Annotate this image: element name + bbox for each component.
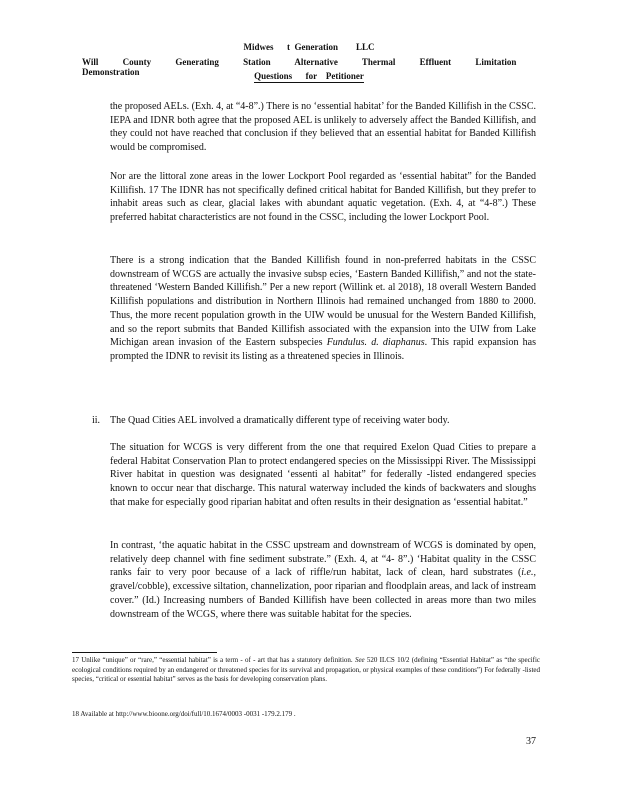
footnote-divider [72,652,217,653]
paragraph-cssc-habitat [110,539,536,621]
page-number: 37 [526,736,536,747]
footnote-text: 520 ILCS 10/2 (defining “Essential Habitat” as “the specific ecological conditions required by an endangered or threatened species for its survival and propagation, or physical examples of these conditions”) For federally -listed species, “critical or essential habitat” serves as the basis for developing conservation plans. [72,656,540,683]
list-item-text: The Quad Cities AEL involved a dramatically different type of receiving water body. [110,415,450,426]
header-title: Will County Generating Station Alternative Thermal Effluent Limitation Demonstration [82,57,517,77]
paragraph-text: . This rapid expansion has prompted the IDNR to revisit its listing as a threatened species in Illinois. [110,337,536,362]
footnote-signal: See [354,656,365,664]
footnote-17 [72,656,540,685]
species-name: Fundulus. d. diaphanus [326,337,425,349]
footnote-text: 17 Unlike “unique” or “rare,” “essential habitat” is a term - of - art that has a statutory definition. [72,656,353,664]
header-subtitle-text: Questions for Petitioner [254,71,364,81]
paragraph-text: In contrast, ‘the aquatic habitat in the CSSC upstream and downstream of WCGS is dominated by open, relatively deep channel with fine sediment substrate.” (Exh. 4, at “4- 8”.) ‘Habitat quality in the CSSC ranks fair to very poor because of a lack of riffle/run habitat, lack of clean, hard substrates ( [110,540,536,579]
paragraph-text: There is a strong indication that the Banded Killifish found in non-preferred habitats in the CSSC downstream of WCGS are actually the invasive subsp ecies, ‘Eastern Banded Killifish,” and not the state- threatened ‘Western Banded Killifish.” Per a new report (Willink et. al 2018), 18 overall Western Banded Killifish populations and distribution in Northern Illinois had remained unchanged from 1880 to 2000. Thus, the more recent population growth in the UIW would be unusual for the Western Banded Killifish, and so the report submits that Banded Killifish associated with the expansion into the UIW from Lake Michigan arean invasion of the Eastern subspecies [110,255,536,349]
header-subtitle [72,71,546,81]
list-item-number: ii. [92,415,101,426]
paragraph-text: gravel/cobble), excessive siltation, channelization, poor riparian and floodplain areas, and lack of instream cover.” (Id.) Increasing numbers of Banded Killifish have been collected in areas more than two miles downstream of the WCGS, where there was suitable habitat for the species. [110,581,536,620]
paragraph-essential-habitat: the proposed AELs. (Exh. 4, at “4-8”.) There is no ‘essential habitat’ for the Banded Killifish in the CSSC. IEPA and IDNR both agree that the proposed AEL is unlikely to adversely affect the Banded Killifish, and they could not have reached that conclusion if they believed that an essential habitat for Banded Killifish would be compromised. [110,101,536,154]
italic-abbreviation: i.e., [521,567,536,579]
paragraph-invasive-subspecies [110,254,536,364]
header-company: Midwes t Generation LLC [243,42,375,52]
footnote-18: 18 Available at http://www.bioone.org/doi/full/10.1674/0003 -0031 -179.2.179 . [72,710,296,718]
paragraph-littoral-zone: Nor are the littoral zone areas in the lower Lockport Pool regarded as ‘essential habitat” for the Banded Killifish. 17 The IDNR has not specifically defined critical habitat for Banded Killifish, but they prefer to inhabit areas such as clear, glacial lakes with abundant aquatic vegetation. (Exh. 4, at “4-8”.) These preferred habitat characteristics are not found in the CSSC, including the lower Lockport Pool. [110,171,536,224]
paragraph-quad-cities: The situation for WCGS is very different from the one that required Exelon Quad Cities to prepare a federal Habitat Conservation Plan to protect endangered species on the Mississippi River. The Mississippi River habitat in question was designated ‘essenti al habitat” for federally -listed endangered species known to occur near that discharge. This natural waterway included the kinds of backwaters and sloughs that make for especially good riparian habitat and often results in their designation as ‘essential habitat.” [110,442,536,508]
